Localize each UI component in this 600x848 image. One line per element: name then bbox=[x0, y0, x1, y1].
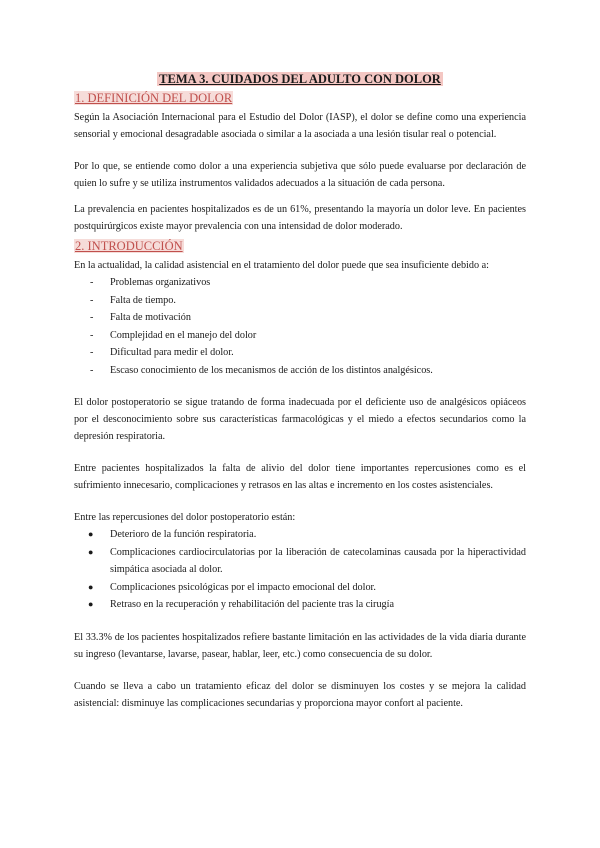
section-heading-definicion-text: 1. DEFINICIÓN DEL DOLOR bbox=[75, 91, 233, 105]
paragraph-prevalencia: La prevalencia en pacientes hospitalizados es de un 61%, presentando la mayoría un dolor leve. En pacientes postquirúrgicos existe mayor prevalencia con una intensidad de dolor moderado. bbox=[74, 204, 526, 232]
list-item bbox=[74, 526, 526, 544]
list-item-text: Complicaciones cardiocirculatorias por la liberación de catecolaminas causada por la hiperactividad simpática asociada al dolor. bbox=[110, 546, 526, 575]
paragraph-repercusiones-intro: Entre las repercusiones del dolor postoperatorio están: bbox=[74, 512, 296, 523]
list-item bbox=[74, 579, 526, 597]
section-heading-definicion bbox=[74, 91, 526, 106]
bullet-icon: ● bbox=[88, 581, 94, 592]
list-item bbox=[74, 362, 526, 380]
paragraph-intro: En la actualidad, la calidad asistencial en el tratamiento del dolor puede que sea insuficiente debido a: bbox=[74, 260, 489, 271]
list-item-text: Falta de tiempo. bbox=[110, 294, 176, 306]
list-item bbox=[74, 292, 526, 310]
list-item-text: Retraso en la recuperación y rehabilitación del paciente tras la cirugía bbox=[110, 599, 394, 610]
repercussions-list bbox=[74, 526, 526, 614]
paragraph-pacientes-hospitalizados: Entre pacientes hospitalizados la falta de alivio del dolor tiene importantes repercusiones como es el sufrimiento innecesario, complicaciones y retrasos en las altas e incremento en los costes asistenciales. bbox=[74, 463, 526, 491]
list-item-text: Complicaciones psicológicas por el impacto emocional del dolor. bbox=[110, 581, 376, 593]
page-title-text: TEMA 3. CUIDADOS DEL ADULTO CON DOLOR bbox=[159, 72, 441, 86]
dash-marker: - bbox=[90, 312, 94, 323]
section-heading-introduccion-text: 2. INTRODUCCIÓN bbox=[75, 239, 183, 253]
list-item bbox=[74, 596, 526, 614]
dash-marker: - bbox=[90, 294, 94, 306]
list-item-text: Problemas organizativos bbox=[110, 277, 211, 288]
list-item-text: Dificultad para medir el dolor. bbox=[110, 347, 234, 358]
paragraph-tratamiento-eficaz: Cuando se lleva a cabo un tratamiento eficaz del dolor se disminuyen los costes y se mejora la calidad asistencial: disminuye las complicaciones secundarias y proporciona mayor confort al paciente. bbox=[74, 680, 526, 709]
paragraph-dolor-postoperatorio: El dolor postoperatorio se sigue tratando de forma inadecuada por el deficiente uso de analgésicos opiáceos por el desconocimiento sobre sus características farmacológicas y el miedo a efectos secundarios como la depresión respiratoria. bbox=[74, 397, 526, 442]
bullet-icon: ● bbox=[88, 529, 94, 539]
page-title bbox=[74, 72, 526, 87]
paragraph-limitacion-33: El 33.3% de los pacientes hospitalizados refiere bastante limitación en las actividades de la vida diaria durante su ingreso (levantarse, lavarse, pasear, hablar, leer, etc.) como consecuencia de su dolor. bbox=[74, 631, 526, 660]
paragraph-definicion-subjetiva: Por lo que, se entiende como dolor a una experiencia subjetiva que sólo puede evaluarse por declaración de quien lo sufre y se utiliza instrumentos validados adecuados a la situación de cada persona. bbox=[74, 161, 526, 189]
dash-marker: - bbox=[90, 364, 94, 376]
list-item bbox=[74, 274, 526, 292]
section-heading-introduccion bbox=[74, 239, 526, 254]
list-item-text: Escaso conocimiento de los mecanismos de acción de los distintos analgésicos. bbox=[110, 364, 433, 376]
bullet-icon: ● bbox=[88, 546, 94, 557]
causes-list bbox=[74, 274, 526, 379]
bullet-icon: ● bbox=[88, 599, 94, 609]
list-item bbox=[74, 309, 526, 327]
list-item bbox=[74, 327, 526, 345]
dash-marker: - bbox=[90, 347, 94, 358]
list-item bbox=[74, 344, 526, 362]
list-item-text: Falta de motivación bbox=[110, 312, 191, 323]
list-item-text: Deterioro de la función respiratoria. bbox=[110, 529, 257, 540]
list-item-text: Complejidad en el manejo del dolor bbox=[110, 329, 257, 341]
paragraph-definicion-iasp: Según la Asociación Internacional para el Estudio del Dolor (IASP), el dolor se define como una experiencia sensorial y emocional desagradable asociada o similar a la asociada a una lesión tisular real o potencial. bbox=[74, 112, 526, 140]
dash-marker: - bbox=[90, 329, 94, 341]
list-item bbox=[74, 544, 526, 579]
dash-marker: - bbox=[90, 277, 94, 288]
